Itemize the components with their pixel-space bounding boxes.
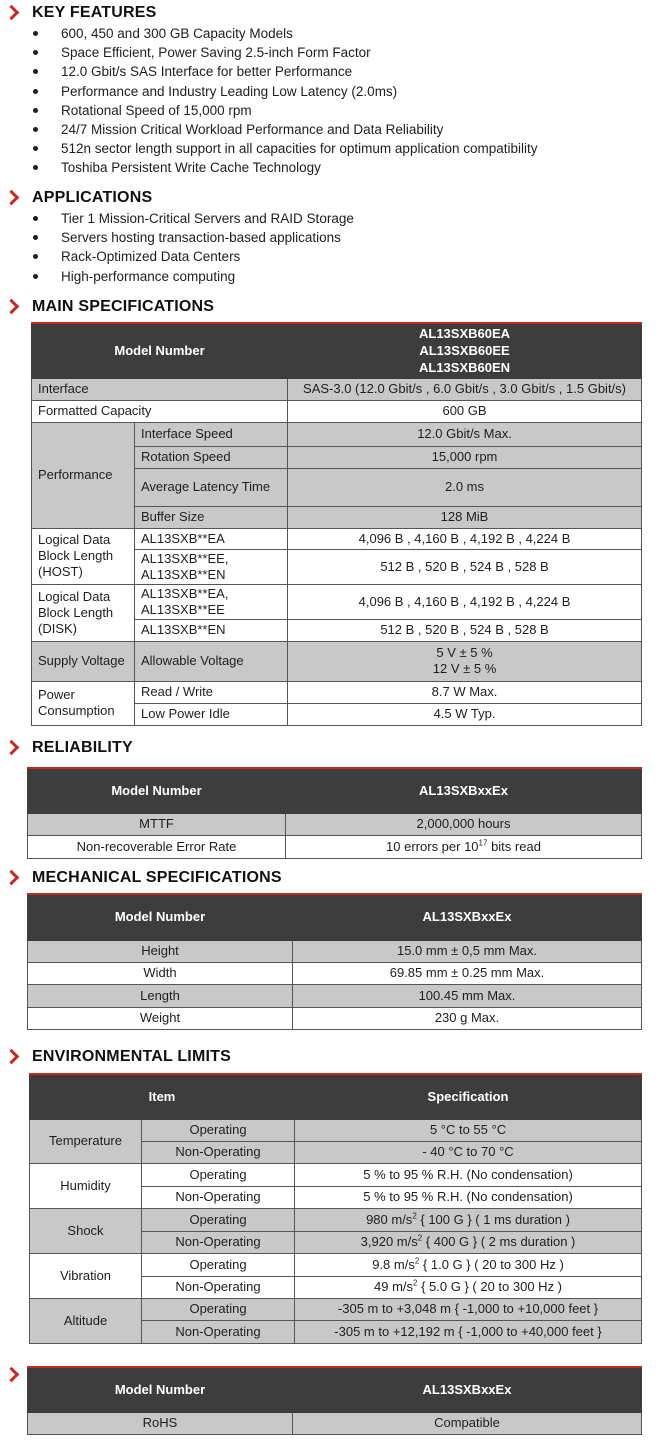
list-item: Space Efficient, Power Saving 2.5-inch Form Factor xyxy=(33,43,538,62)
row-value: 5 % to 95 % R.H. (No condensation) xyxy=(295,1163,642,1186)
list-item: Performance and Industry Leading Low Latency (2.0ms) xyxy=(33,82,538,101)
row-label: Interface xyxy=(32,378,288,400)
applications-title: APPLICATIONS xyxy=(32,189,153,206)
row-label: Length xyxy=(28,984,293,1007)
environmental-title: ENVIRONMENTAL LIMITS xyxy=(32,1048,231,1065)
row-label: Non-Operating xyxy=(142,1231,295,1253)
row-label: Average Latency Time xyxy=(135,468,288,506)
main-specs-title: MAIN SPECIFICATIONS xyxy=(32,298,215,315)
header-model-label: Model Number xyxy=(28,894,293,940)
table-row xyxy=(28,813,642,835)
table-row xyxy=(28,984,642,1007)
header-spec: Specification xyxy=(295,1074,642,1119)
row-label: Formatted Capacity xyxy=(32,400,288,422)
table-row xyxy=(32,584,642,619)
key-features-list xyxy=(33,24,538,178)
row-group-label: Shock xyxy=(30,1208,142,1253)
row-label: Non-Operating xyxy=(142,1141,295,1163)
reliability-table xyxy=(27,767,642,859)
row-label: Buffer Size xyxy=(135,506,288,528)
row-group-label: Power Consumption xyxy=(32,681,135,725)
row-group-label: Performance xyxy=(32,422,135,528)
reliability-title: RELIABILITY xyxy=(32,739,133,756)
chevron-right-icon xyxy=(6,190,20,206)
applications-list xyxy=(33,209,354,286)
bullet-icon xyxy=(33,254,38,259)
table-header-row xyxy=(28,1367,642,1412)
row-value: 49 $m/s^2$ { 5.0 G } ( 20 to 300 Hz ) xyxy=(295,1276,642,1298)
list-item: 600, 450 and 300 GB Capacity Models xyxy=(33,24,538,43)
chevron-right-icon xyxy=(6,1049,20,1065)
row-value: 5 % to 95 % R.H. (No condensation) xyxy=(295,1186,642,1208)
row-value: 128 MiB xyxy=(288,506,642,528)
model-name: AL13SXB60EE xyxy=(419,343,510,359)
chevron-right-icon xyxy=(6,1367,20,1383)
table-row xyxy=(32,400,642,422)
row-value: 600 GB xyxy=(288,400,642,422)
row-label: Height xyxy=(28,940,293,962)
header-model-label: Model Number xyxy=(32,323,288,378)
row-label: Operating xyxy=(142,1208,295,1231)
list-item: 12.0 Gbit/s SAS Interface for better Performance xyxy=(33,62,538,81)
row-label: AL13SXB**EE, AL13SXB**EN xyxy=(135,549,288,584)
table-row xyxy=(32,681,642,703)
table-row xyxy=(28,962,642,984)
table-header-row xyxy=(32,323,642,378)
row-value: 230 g Max. xyxy=(293,1007,642,1029)
row-value: 8.7 W Max. xyxy=(288,681,642,703)
row-label: Operating xyxy=(142,1119,295,1141)
row-value: 3,920 $m/s^2$ { 400 G } ( 2 ms duration ) xyxy=(295,1231,642,1253)
row-value: 12.0 Gbit/s Max. xyxy=(288,422,642,446)
row-group-label: Vibration xyxy=(30,1253,142,1298)
row-value: -305 m to +12,192 m { -1,000 to +40,000 feet } xyxy=(295,1320,642,1343)
row-label: Allowable Voltage xyxy=(135,641,288,681)
row-group-label: Altitude xyxy=(30,1298,142,1343)
row-group-label: Logical Data Block Length (HOST) xyxy=(32,528,135,584)
header-model-label: Model Number xyxy=(28,768,286,813)
row-value: 10 errors per $10^{17}$ bits read xyxy=(286,835,642,858)
table-row xyxy=(32,378,642,400)
row-value: 512 B , 520 B , 524 B , 528 B xyxy=(288,619,642,641)
table-row xyxy=(28,940,642,962)
row-label: AL13SXB**EN xyxy=(135,619,288,641)
key-features-title: KEY FEATURES xyxy=(32,4,157,21)
table-row xyxy=(28,1007,642,1029)
bullet-icon xyxy=(33,89,38,94)
main-specs-table xyxy=(31,322,642,726)
table-header-row xyxy=(30,1074,642,1119)
environmental-heading xyxy=(6,1046,231,1068)
row-label: Non-Operating xyxy=(142,1320,295,1343)
bullet-icon xyxy=(33,50,38,55)
row-value: 9.8 $m/s^2$ { 1.0 G } ( 20 to 300 Hz ) xyxy=(295,1253,642,1276)
bullet-icon xyxy=(33,127,38,132)
row-label: AL13SXB**EA xyxy=(135,528,288,549)
key-features-heading xyxy=(6,2,157,24)
model-name: AL13SXB60EA xyxy=(418,326,511,342)
table-row xyxy=(30,1208,642,1231)
row-label: Low Power Idle xyxy=(135,703,288,725)
row-label: Operating xyxy=(142,1163,295,1186)
row-value: 4,096 B , 4,160 B , 4,192 B , 4,224 B xyxy=(288,584,642,619)
row-label: Non-recoverable Error Rate xyxy=(28,835,286,858)
chevron-right-icon xyxy=(6,299,20,315)
header-model: AL13SXBxxEx xyxy=(293,894,642,940)
row-label: Width xyxy=(28,962,293,984)
row-label: AL13SXB**EA, AL13SXB**EE xyxy=(135,584,288,619)
bullet-icon xyxy=(33,31,38,36)
bullet-icon xyxy=(33,235,38,240)
row-label: Operating xyxy=(142,1298,295,1320)
row-value: 4,096 B , 4,160 B , 4,192 B , 4,224 B xyxy=(288,528,642,549)
table-row xyxy=(32,528,642,549)
header-item: Item xyxy=(30,1074,295,1119)
row-value: SAS-3.0 (12.0 Gbit/s , 6.0 Gbit/s , 3.0 Gbit/s , 1.5 Gbit/s) xyxy=(288,378,642,400)
header-model: AL13SXBxxEx xyxy=(293,1367,642,1412)
table-header-row xyxy=(28,894,642,940)
list-item: Rack-Optimized Data Centers xyxy=(33,247,354,266)
header-model: AL13SXBxxEx xyxy=(286,768,642,813)
list-item: Toshiba Persistent Write Cache Technology xyxy=(33,158,538,177)
row-group-label: Humidity xyxy=(30,1163,142,1208)
table-row xyxy=(28,835,642,858)
row-label: Rotation Speed xyxy=(135,446,288,468)
mechanical-table xyxy=(27,893,642,1030)
model-name: AL13SXB60EN xyxy=(418,360,511,376)
chevron-right-icon xyxy=(6,740,20,756)
table-row xyxy=(32,422,642,446)
chevron-right-icon xyxy=(6,5,20,21)
row-label: Read / Write xyxy=(135,681,288,703)
row-group-label: Logical Data Block Length (DISK) xyxy=(32,584,135,641)
list-item: Servers hosting transaction-based applications xyxy=(33,228,354,247)
table-header-row xyxy=(28,768,642,813)
table-row xyxy=(32,641,642,681)
row-value: 980 $m/s^2$ { 100 G } ( 1 ms duration ) xyxy=(295,1208,642,1231)
row-value: 2,000,000 hours xyxy=(286,813,642,835)
rohs-table xyxy=(27,1366,642,1435)
row-value: 100.45 mm Max. xyxy=(293,984,642,1007)
row-value: 15.0 mm ± 0,5 mm Max. xyxy=(293,940,642,962)
row-label: Non-Operating xyxy=(142,1276,295,1298)
row-label: MTTF xyxy=(28,813,286,835)
row-group-label: Temperature xyxy=(30,1119,142,1163)
row-value: 2.0 ms xyxy=(288,468,642,506)
table-row xyxy=(30,1253,642,1276)
row-label: RoHS xyxy=(28,1412,293,1434)
row-value: - 40 °C to 70 °C xyxy=(295,1141,642,1163)
bullet-icon xyxy=(33,165,38,170)
bullet-icon xyxy=(33,274,38,279)
row-label: Interface Speed xyxy=(135,422,288,446)
voltage-12v: 12 V ± 5 % xyxy=(432,661,497,676)
bullet-icon xyxy=(33,108,38,113)
list-item: High-performance computing xyxy=(33,267,354,286)
list-item: 24/7 Mission Critical Workload Performance and Data Reliability xyxy=(33,120,538,139)
row-value: 5 °C to 55 °C xyxy=(295,1119,642,1141)
table-row xyxy=(30,1119,642,1141)
row-value: 15,000 rpm xyxy=(288,446,642,468)
voltage-5v: 5 V ± 5 % xyxy=(436,645,493,660)
row-label: Weight xyxy=(28,1007,293,1029)
list-item: Tier 1 Mission-Critical Servers and RAID Storage xyxy=(33,209,354,228)
applications-heading xyxy=(6,187,152,209)
row-label: Non-Operating xyxy=(142,1186,295,1208)
row-value: -305 m to +3,048 m { -1,000 to +10,000 feet } xyxy=(295,1298,642,1320)
row-value xyxy=(288,641,642,681)
mechanical-title: MECHANICAL SPECIFICATIONS xyxy=(32,869,282,886)
row-value: 4.5 W Typ. xyxy=(288,703,642,725)
header-models xyxy=(288,323,642,378)
row-value: Compatible xyxy=(293,1412,642,1434)
chevron-right-icon xyxy=(6,870,20,886)
bullet-icon xyxy=(33,146,38,151)
table-row xyxy=(28,1412,642,1434)
environmental-table xyxy=(29,1073,642,1344)
list-item: 512n sector length support in all capacities for optimum application compatibility xyxy=(33,139,538,158)
bullet-icon xyxy=(33,216,38,221)
header-model-label: Model Number xyxy=(28,1367,293,1412)
row-label: Operating xyxy=(142,1253,295,1276)
mechanical-heading xyxy=(6,867,282,889)
row-group-label: Supply Voltage xyxy=(32,641,135,681)
bullet-icon xyxy=(33,69,38,74)
row-value: 512 B , 520 B , 524 B , 528 B xyxy=(288,549,642,584)
row-value: 69.85 mm ± 0.25 mm Max. xyxy=(293,962,642,984)
table-row xyxy=(30,1298,642,1320)
list-item: Rotational Speed of 15,000 rpm xyxy=(33,101,538,120)
main-specs-heading xyxy=(6,296,214,318)
reliability-heading xyxy=(6,737,133,759)
table-row xyxy=(30,1163,642,1186)
